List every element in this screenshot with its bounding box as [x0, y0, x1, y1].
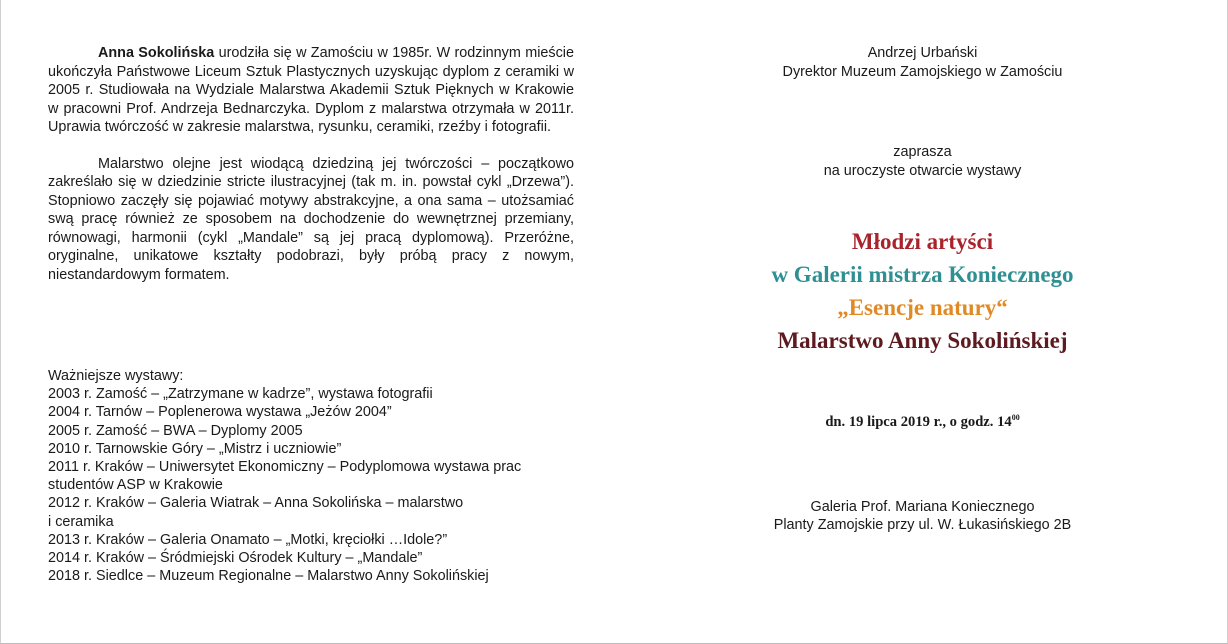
exhibition-item: 2011 r. Kraków – Uniwersytet Ekonomiczny – Podyplomowa wystawa prac	[48, 459, 522, 476]
exhibition-item: 2012 r. Kraków – Galeria Wiatrak – Anna Sokolińska – malarstwo	[48, 495, 464, 512]
exhibition-item: 2013 r. Kraków – Galeria Onamato – „Motki, kręciołki …Idole?”	[48, 531, 448, 548]
exhibition-item: i ceramika	[48, 513, 114, 530]
exhibition-item: studentów ASP w Krakowie	[48, 477, 223, 494]
exhibitions-list	[48, 367, 574, 585]
exhibition-title	[616, 225, 1228, 357]
exhibition-item: 2014 r. Kraków – Śródmiejski Ośrodek Kultury – „Mandale”	[48, 550, 423, 567]
host-title: Dyrektor Muzeum Zamojskiego w Zamościu	[782, 63, 1063, 80]
invites-text: zaprasza	[893, 144, 952, 160]
exhibition-item: 2004 r. Tarnów – Poplenerowa wystawa „Jeżów 2004”	[48, 404, 392, 421]
exhibition-item: 2003 r. Zamość – „Zatrzymane w kadrze”, wystawa fotografii	[48, 386, 433, 403]
exhibition-item: 2018 r. Siedlce – Muzeum Regionalne – Malarstwo Anny Sokolińskiej	[48, 568, 489, 585]
bio-text: urodziła się w Zamościu w 1985r. W rodzinnym mieście ukończyła Państwowe Liceum Sztuk Plastycznych uzyskując dyplom z ceramiki w 2005 r. Studiowała na Wydziale Malarstwa Akademii Sztuk Pięknych w Krakowie w pracowni Prof. Andrzeja Bednarczyka. Dyplom z malarstwa otrzymała w 2011r. Uprawia twórczość w zakresie malarstwa, rysunku, ceramiki, rzeźby i fotografii.	[48, 45, 574, 135]
host-block	[616, 44, 1228, 81]
title-line1: Młodzi artyści	[851, 229, 994, 254]
title-line4: Malarstwo Anny Sokolińskiej	[777, 328, 1068, 353]
title-line3: „Esencje natury“	[837, 295, 1008, 320]
left-column	[48, 44, 574, 284]
host-name: Andrzej Urbański	[867, 45, 978, 61]
painting-text: Malarstwo olejne jest wiodącą dziedziną jej twórczości – początkowo zakreślało się w dziedzinie stricte ilustracyjnej (tak m. in. powstał cykl „Drzewa”). Stopniowo zaczęły się pojawiać motywy abstrakcyjne, a ona sama – utożsamiać swą pracę również ze sposobem na dochodzenie do wewnętrznej przemiany, równowagi, harmonii (cykl „Mandale” są jej pracą dyplomową). Przeróżne, oryginalne, unikatowe kształty podobrazi, były próbą pracy z nowym, niestandardowym formatem.	[48, 155, 574, 283]
exhibitions-heading: Ważniejsze wystawy:	[48, 368, 184, 384]
venue-block	[616, 498, 1228, 535]
venue-line2: Planty Zamojskie przy ul. W. Łukasińskiego 2B	[773, 517, 1072, 533]
event-date	[616, 413, 1228, 432]
invite-block	[616, 143, 1228, 180]
artist-name: Anna Sokolińska	[98, 45, 215, 61]
bio-paragraph	[48, 44, 574, 137]
title-line2: w Galerii mistrza Koniecznego	[771, 262, 1074, 287]
invites-line2: na uroczyste otwarcie wystawy	[823, 162, 1022, 179]
date-minutes: 00	[1011, 413, 1020, 423]
exhibition-item: 2010 r. Tarnowskie Góry – „Mistrz i uczniowie”	[48, 440, 342, 457]
right-column	[616, 44, 1228, 535]
venue-line1: Galeria Prof. Mariana Koniecznego	[810, 498, 1035, 515]
date-text: dn. 19 lipca 2019 r., o godz. 14	[825, 414, 1012, 430]
exhibition-item: 2005 r. Zamość – BWA – Dyplomy 2005	[48, 422, 303, 439]
painting-paragraph	[48, 155, 574, 285]
